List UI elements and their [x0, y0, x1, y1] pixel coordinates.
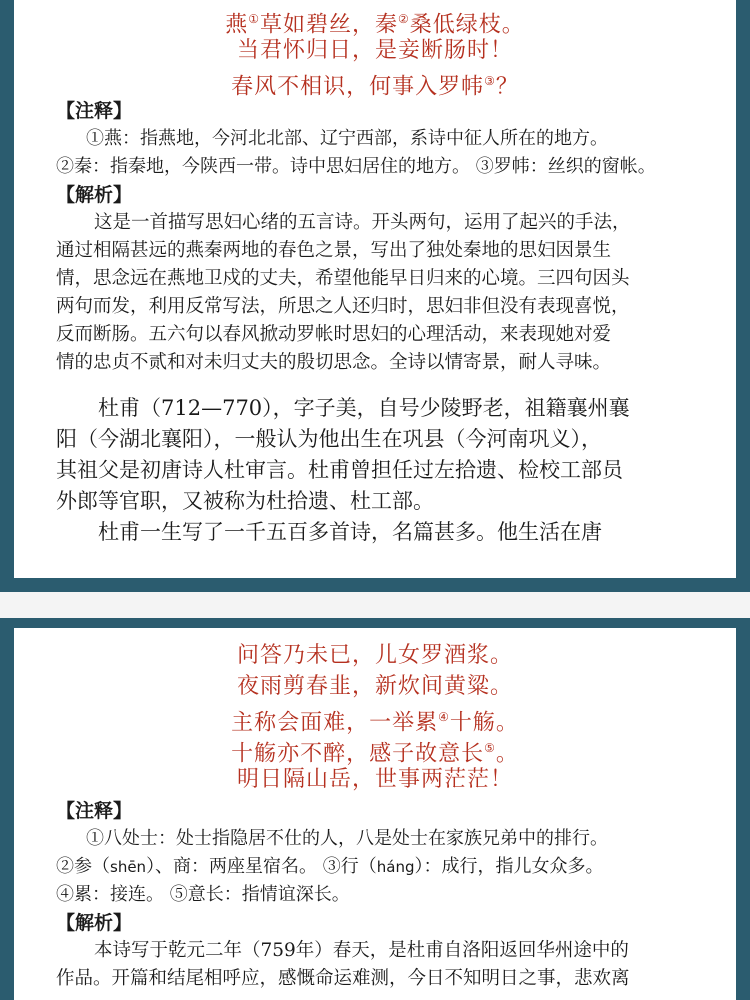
analysis-line: 情的忠贞不贰和对未归丈夫的殷切思念。全诗以情寄景，耐人寻味。 — [56, 352, 612, 373]
analysis-paragraph — [14, 209, 736, 377]
poem-line: 主称会面难，一举累④十觞。 — [231, 710, 519, 736]
page-gap — [0, 592, 750, 618]
poem-line: 明日隔山岳，世事两茫茫！ — [236, 767, 513, 792]
note-line: ④累：接连。 ⑤意长：指情谊深长。 — [56, 884, 350, 905]
analysis-line: 通过相隔甚远的燕秦两地的春色之景，写出了独处秦地的思妇因景生 — [56, 240, 612, 261]
analysis-paragraph — [14, 937, 736, 993]
poem-line: 夜雨剪春韭，新炊间黄粱。 — [236, 674, 513, 699]
note-line: ①八处士：处士指隐居不仕的人，八是处士在家族兄弟中的排行。 — [86, 828, 608, 849]
analysis-line: 两句而发，利用反常写法，所思之人还归时，思妇非但没有表现喜悦， — [56, 296, 630, 317]
note-line: ②参（shēn）、商：两座星宿名。 ③行（háng）：成行，指儿女众多。 — [56, 856, 604, 877]
analysis-heading: 【解析】 — [56, 184, 133, 206]
poem-block — [14, 628, 736, 795]
page-content-bottom — [14, 628, 736, 1000]
poem-line: 当君怀归日，是妾断肠时！ — [236, 38, 513, 63]
poem-line: 问答乃未已，儿女罗酒浆。 — [236, 643, 513, 668]
bio-line: 杜甫（712—770），字子美，自号少陵野老，祖籍襄州襄 — [98, 396, 630, 420]
poem-line: 十觞亦不醉，感子故意长⑤。 — [231, 741, 519, 767]
page-frame-bottom — [0, 618, 750, 1000]
bio-line: 阳（今湖北襄阳），一般认为他出生在巩县（今河南巩义）， — [56, 427, 602, 451]
poem-line: 春风不相识，何事入罗帏③？ — [231, 74, 519, 100]
analysis-line: 这是一首描写思妇心绪的五言诗。开头两句，运用了起兴的手法， — [94, 212, 631, 233]
analysis-line: 作品。开篇和结尾相呼应，感慨命运难测，今日不知明日之事，悲欢离 — [56, 968, 630, 989]
analysis-line: 反而断肠。五六句以春风掀动罗帐时思妇的心理活动，来表现她对爱 — [56, 324, 612, 345]
notes-heading: 【注释】 — [56, 100, 133, 122]
biography-paragraph — [14, 393, 736, 548]
analysis-heading: 【解析】 — [56, 912, 133, 934]
poem-line: 燕①草如碧丝，秦②桑低绿枝。 — [225, 12, 525, 38]
bio-line: 杜甫一生写了一千五百多首诗，名篇甚多。他生活在唐 — [98, 520, 602, 544]
bio-line: 外郎等官职，又被称为杜拾遗、杜工部。 — [56, 489, 434, 513]
poem-block — [14, 0, 736, 100]
bio-line: 其祖父是初唐诗人杜审言。杜甫曾担任过左拾遗、检校工部员 — [56, 458, 623, 482]
note-line: ②秦：指秦地，今陕西一带。诗中思妇居住的地方。 ③罗帏：丝织的窗帐。 — [56, 156, 656, 177]
note-line: ①燕：指燕地，今河北北部、辽宁西部，系诗中征人所在的地方。 — [86, 128, 608, 149]
analysis-line: 情，思念远在燕地卫戍的丈夫，希望他能早日归来的心境。三四句因头 — [56, 268, 630, 289]
notes-heading: 【注释】 — [56, 800, 133, 822]
analysis-line: 本诗写于乾元二年（759年）春天，是杜甫自洛阳返回华州途中的 — [94, 940, 629, 961]
page-content-top — [14, 0, 736, 578]
